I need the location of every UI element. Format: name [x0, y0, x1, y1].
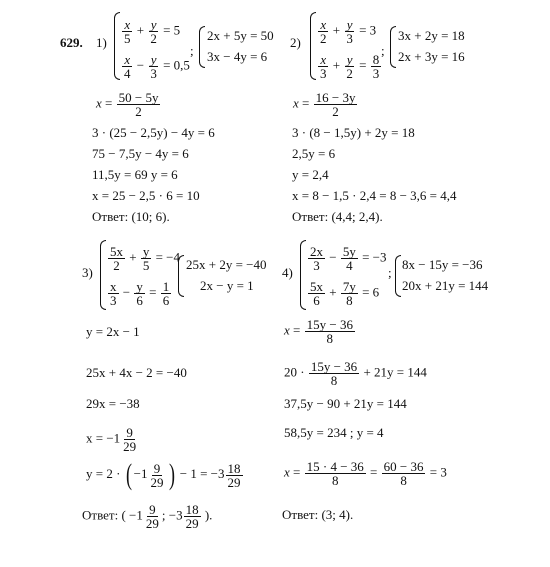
problem-number: 629. — [60, 35, 83, 50]
system-brace — [199, 26, 205, 68]
step: x = $\frac{16 - 3y}{2}$ — [293, 90, 356, 119]
answer: Ответ: (10; 6). — [92, 209, 170, 224]
part-3-label: 3) — [82, 265, 93, 280]
step: 25x + 4x − 2 = −40 — [86, 365, 187, 380]
system-brace — [310, 12, 316, 80]
part-4-label: 4) — [282, 265, 293, 280]
system-brace — [395, 255, 401, 297]
step: 20 · $\frac{15y - 36}{8}$ + 21y = 144 — [284, 359, 427, 388]
equation: $\frac{5x}{6}$ + $\frac{7y}{8}$ = 6 — [310, 279, 380, 308]
step: 3 · (25 − 2,5y) − 4y = 6 — [92, 125, 215, 140]
step: 75 − 7,5y − 4y = 6 — [92, 146, 189, 161]
system-brace — [114, 12, 120, 80]
separator: ; — [190, 43, 194, 58]
equation: 20x + 21y = 144 — [402, 278, 489, 293]
answer: Ответ: (4,4; 2,4). — [292, 209, 383, 224]
step: 3 · (8 − 1,5y) + 2y = 18 — [292, 125, 415, 140]
system-brace — [178, 255, 184, 297]
step: 29x = −38 — [86, 396, 140, 411]
part-1-label: 1) — [96, 35, 107, 50]
step: y = 2x − 1 — [86, 324, 140, 339]
equation: 2x + 3y = 16 — [398, 49, 465, 64]
step: x = 8 − 1,5 · 2,4 = 8 − 3,6 = 4,4 — [292, 188, 457, 203]
equation: $\frac{x}{3}$ − $\frac{y}{6}$ = $\frac{1}{6}$ — [110, 279, 170, 308]
step: 2,5y = 6 — [292, 146, 336, 161]
separator: ; — [388, 265, 392, 280]
step: 58,5y = 234 ; y = 4 — [284, 425, 384, 440]
equation: 25x + 2y = −40 — [186, 257, 267, 272]
step: x = −1 $\frac{9}{29}$ — [86, 425, 137, 454]
system-brace — [100, 240, 106, 310]
step: x = 25 − 2,5 · 6 = 10 — [92, 188, 200, 203]
equation: $\frac{x}{5}$ + $\frac{y}{2}$ = 5 — [124, 17, 181, 46]
equation: 2x + 5y = 50 — [207, 28, 274, 43]
answer: Ответ: ( −1 $\frac{9}{29}$ ; −3 $\frac{18}{29}$ ). — [82, 502, 213, 531]
step: x = $\frac{15 \cdot 4 - 36}{8}$ = $\frac{60 - 36}{8}$ = 3 — [284, 459, 447, 488]
equation: $\frac{5x}{2}$ + $\frac{y}{5}$ = −4 — [110, 244, 181, 273]
answer: Ответ: (3; 4). — [282, 507, 354, 522]
step: 11,5y = 69 y = 6 — [92, 167, 178, 182]
separator: ; — [381, 43, 385, 58]
system-brace — [300, 240, 306, 310]
equation: 3x − 4y = 6 — [207, 49, 268, 64]
equation: 2x − y = 1 — [200, 278, 254, 293]
equation: $\frac{2x}{3}$ − $\frac{5y}{4}$ = −3 — [310, 244, 387, 273]
system-brace — [390, 26, 396, 68]
step: x = $\frac{50 - 5y}{2}$ — [96, 90, 159, 119]
part-2-label: 2) — [290, 35, 301, 50]
equation: $\frac{x}{3}$ + $\frac{y}{2}$ = $\frac{8}{3}$ — [320, 52, 380, 81]
equation: 3x + 2y = 18 — [398, 28, 465, 43]
step: 37,5y − 90 + 21y = 144 — [284, 396, 407, 411]
step: y = 2 · ( −1 $\frac{9}{29}$ ) − 1 = −3 $\frac{18}{29}$ — [86, 458, 241, 491]
equation: $\frac{x}{4}$ − $\frac{y}{3}$ = 0,5 — [124, 52, 190, 81]
step: y = 2,4 — [292, 167, 329, 182]
step: x = $\frac{15y - 36}{8}$ — [284, 317, 353, 346]
equation: 8x − 15y = −36 — [402, 257, 483, 272]
equation: $\frac{x}{2}$ + $\frac{y}{3}$ = 3 — [320, 17, 377, 46]
